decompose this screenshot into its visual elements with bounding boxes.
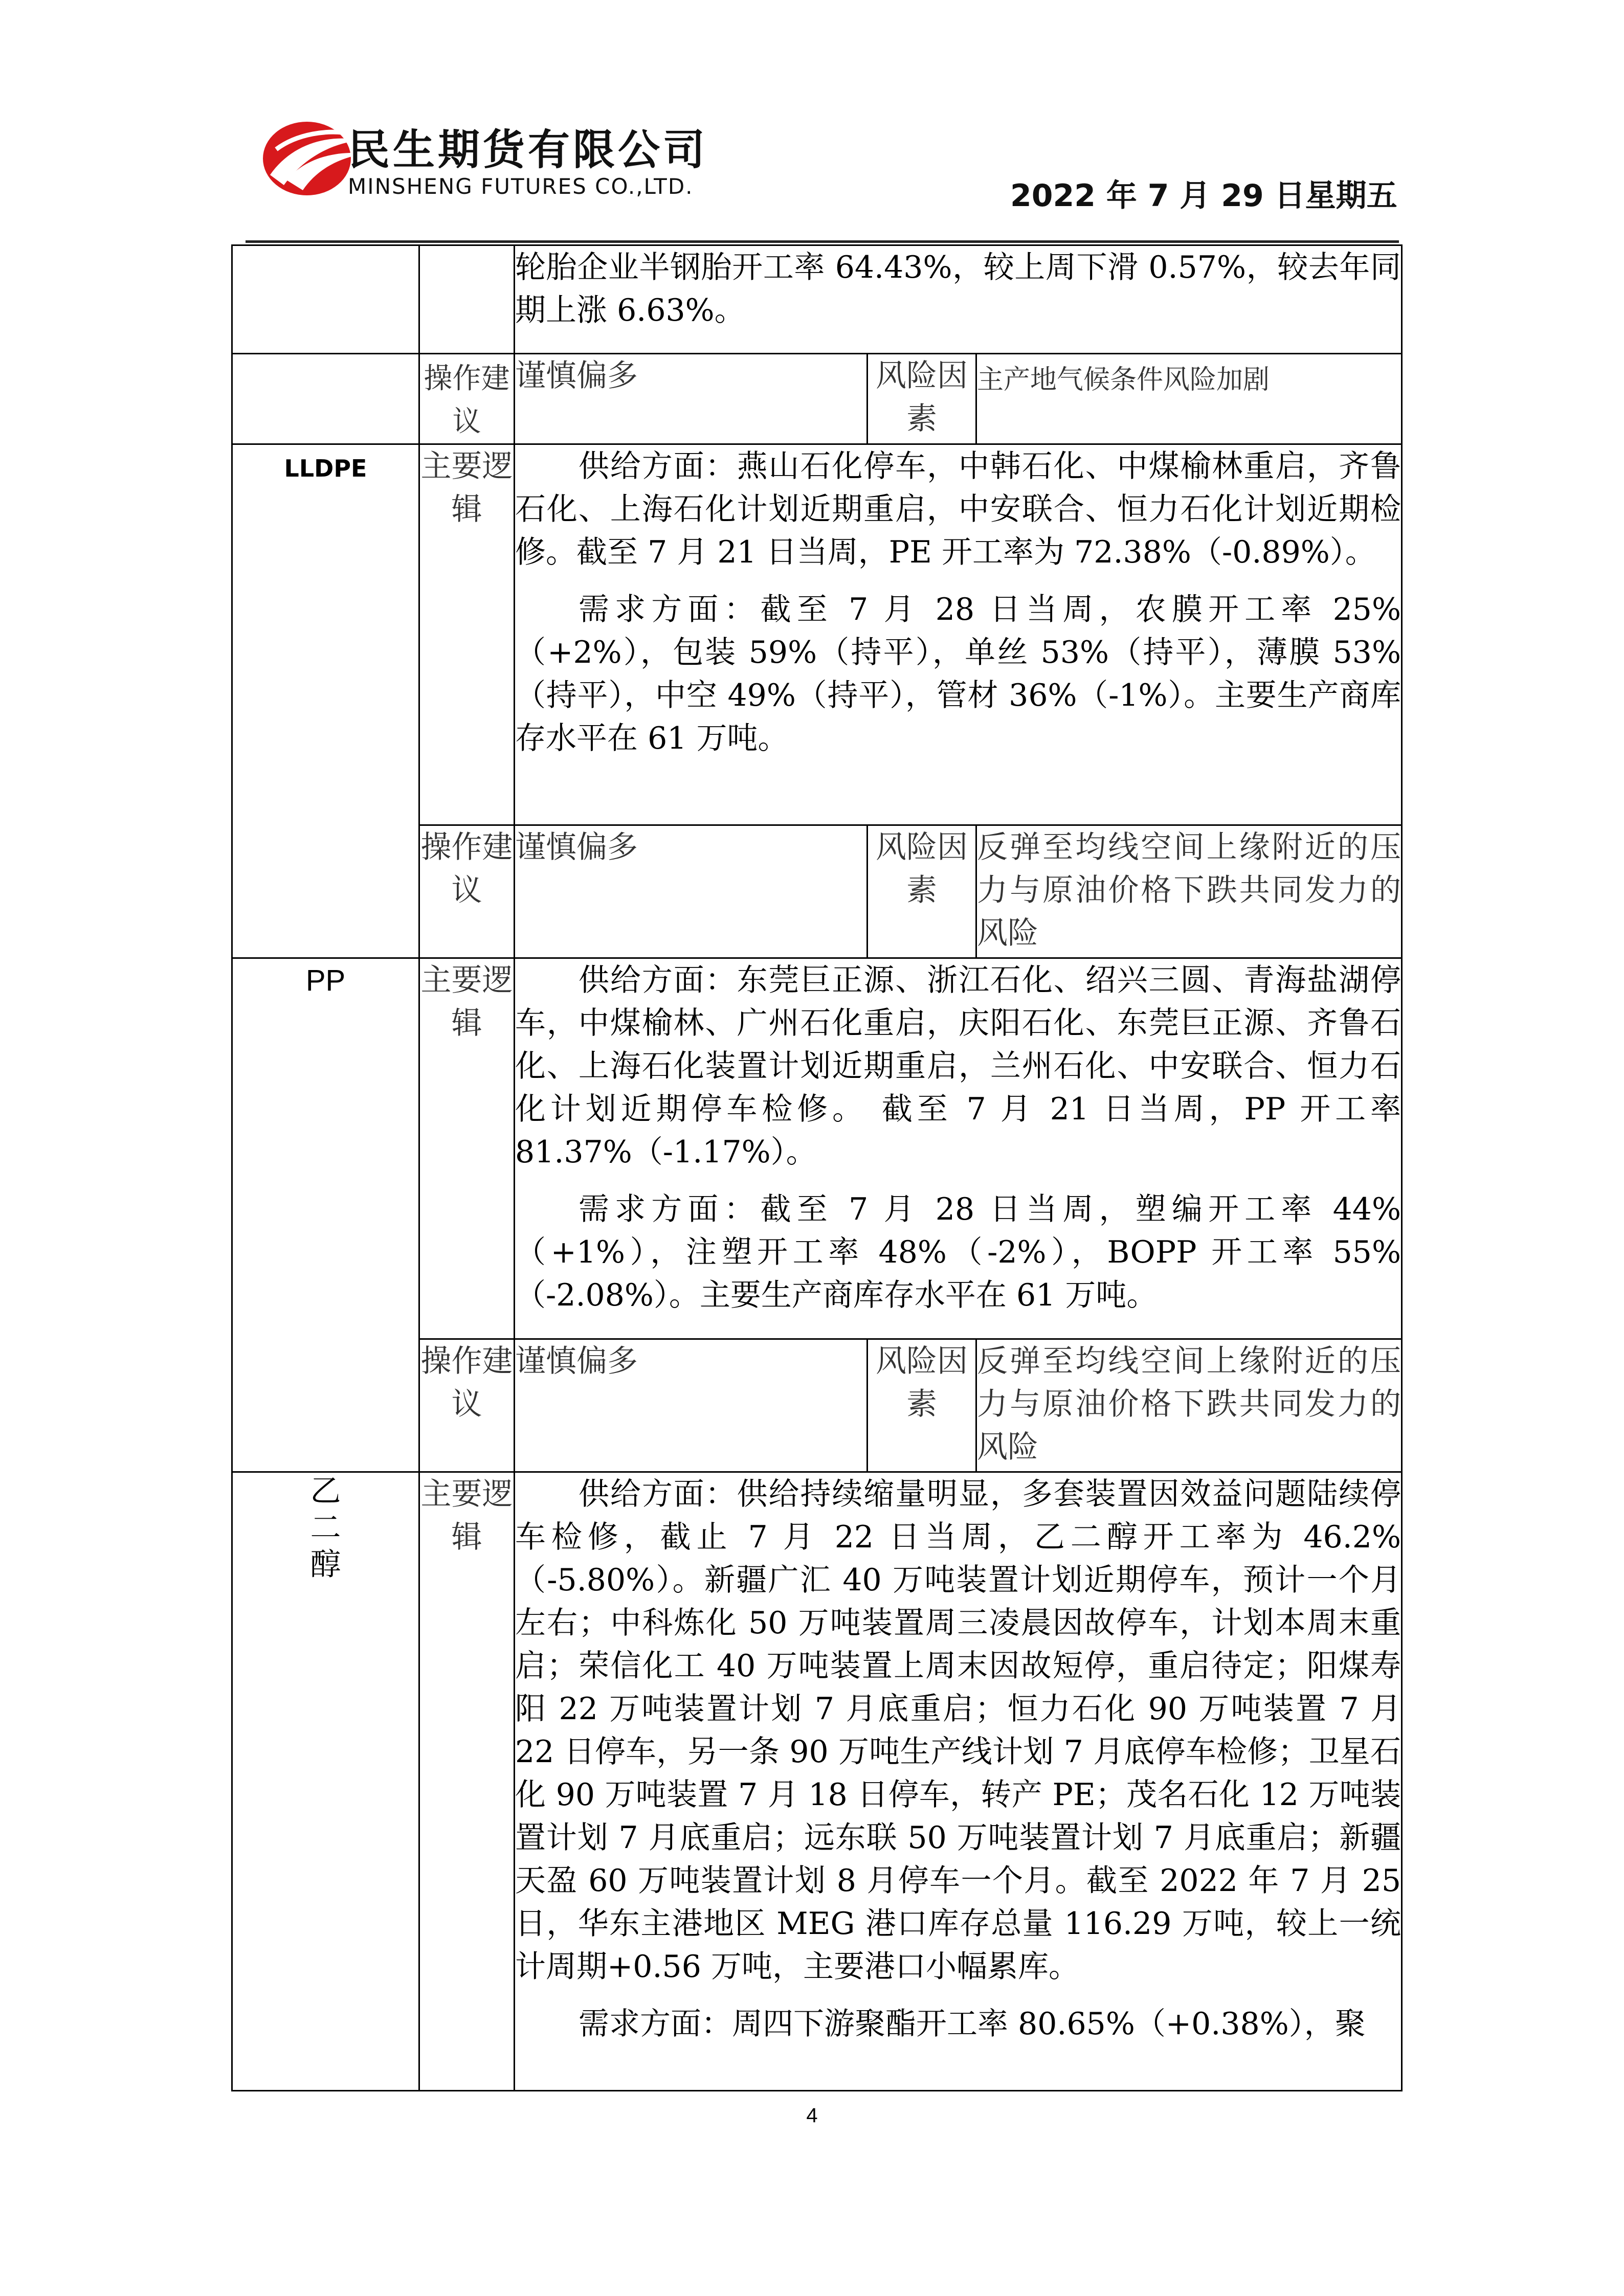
advice-label: 操作建议 — [419, 825, 515, 958]
lldpe-demand: 需求方面：截至 7 月 28 日当周，农膜开工率 25%（+2%），包装 59%（持平），单丝 53%（持平），薄膜 53%（持平），中空 49%（持平），管材 36%（-1%）。主要生产商库存水平在 61 万吨。 — [515, 592, 1401, 756]
header-divider — [246, 240, 1399, 243]
product-name — [232, 1472, 419, 2091]
company-name-cn: 民生期货有限公司 — [348, 126, 708, 174]
rubber-logic-paragraph: 轮胎企业半钢胎开工率 64.43%，较上周下滑 0.57%，较去年同期上涨 6.63%。 — [515, 250, 1401, 328]
page-header — [0, 0, 1624, 245]
risk-value: 反弹至均线空间上缘附近的压力与原油价格下跌共同发力的风险 — [976, 1339, 1402, 1472]
table-row — [232, 444, 1402, 825]
risk-label: 风险因素 — [867, 1339, 976, 1472]
label-cell-empty — [419, 245, 515, 354]
product-name-lldpe: LLDPE — [284, 455, 367, 482]
logic-label: 主要逻辑 — [419, 958, 515, 1339]
logic-label: 主要逻辑 — [419, 1472, 515, 2091]
logic-text — [515, 958, 1402, 1339]
lldpe-supply: 供给方面：燕山石化停车，中韩石化、中煤榆林重启，齐鲁石化、上海石化计划近期重启，中安联合、恒力石化计划近期检修。截至 7 月 21 日当周，PE 开工率为 72.38%（-0.89%）。 — [515, 448, 1401, 570]
product-name — [232, 958, 419, 1472]
risk-value: 主产地气候条件风险加剧 — [976, 354, 1402, 444]
advice-value: 谨慎偏多 — [515, 354, 867, 444]
pp-demand: 需求方面：截至 7 月 28 日当周，塑编开工率 44%（+1%），注塑开工率 48%（-2%），BOPP 开工率 55%（-2.08%）。主要生产商库存水平在 61 万吨。 — [515, 1191, 1401, 1313]
commodity-table — [231, 244, 1403, 2091]
table-row — [232, 958, 1402, 1339]
risk-label: 风险因素 — [867, 354, 976, 444]
logic-label: 主要逻辑 — [419, 444, 515, 825]
advice-value: 谨慎偏多 — [515, 825, 867, 958]
report-date: 2022 年 7 月 29 日星期五 — [1010, 178, 1397, 214]
meg-demand: 需求方面：周四下游聚酯开工率 80.65%（+0.38%），聚 — [579, 2006, 1366, 2042]
advice-label: 操作建议 — [419, 354, 515, 444]
product-name-meg: 乙二醇 — [310, 1473, 341, 1583]
pp-supply: 供给方面：东莞巨正源、浙江石化、绍兴三圆、青海盐湖停车，中煤榆林、广州石化重启，庆阳石化、东莞巨正源、齐鲁石化、上海石化装置计划近期重启，兰州石化、中安联合、恒力石化计划近期停车检修。 截至 7 月 21 日当周，PP 开工率 81.37%（-1.17%）。 — [515, 962, 1401, 1170]
product-cell-empty — [232, 245, 419, 354]
meg-supply: 供给方面：供给持续缩量明显，多套装置因效益问题陆续停车检修，截止 7 月 22 日当周，乙二醇开工率为 46.2%（-5.80%）。新疆广汇 40 万吨装置计划近期停车，预计一个月左右；中科炼化 50 万吨装置周三凌晨因故停车，计划本周末重启；荣信化工 40 万吨装置上周末因故短停，重启待定；阳煤寿阳 22 万吨装置计划 7 月底重启；恒力石化 90 万吨装置 7 月 22 日停车，另一条 90 万吨生产线计划 7 月底停车检修；卫星石化 90 万吨装置 7 月 18 日停车，转产 PE；茂名石化 12 万吨装置计划 7 月底重启；远东联 50 万吨装置计划 7 月底重启；新疆天盈 60 万吨装置计划 8 月停车一个月。截至 2022 年 7 月 25 日，华东主港地区 MEG 港口库存总量 116.29 万吨，较上一统计周期+0.56 万吨，主要港口小幅累库。 — [515, 1476, 1401, 1985]
table-row — [232, 245, 1402, 354]
page-number: 4 — [806, 2104, 818, 2127]
product-cell-empty — [232, 354, 419, 444]
logic-text — [515, 1472, 1402, 2091]
table-row — [232, 354, 1402, 444]
risk-label: 风险因素 — [867, 825, 976, 958]
advice-label: 操作建议 — [419, 1339, 515, 1472]
risk-value: 反弹至均线空间上缘附近的压力与原油价格下跌共同发力的风险 — [976, 825, 1402, 958]
advice-value: 谨慎偏多 — [515, 1339, 867, 1472]
product-name — [232, 444, 419, 958]
product-name-pp: PP — [305, 964, 346, 997]
table-row — [232, 1472, 1402, 2091]
logic-text — [515, 245, 1402, 354]
logic-text — [515, 444, 1402, 825]
company-name-en: MINSHENG FUTURES CO.,LTD. — [348, 174, 694, 199]
